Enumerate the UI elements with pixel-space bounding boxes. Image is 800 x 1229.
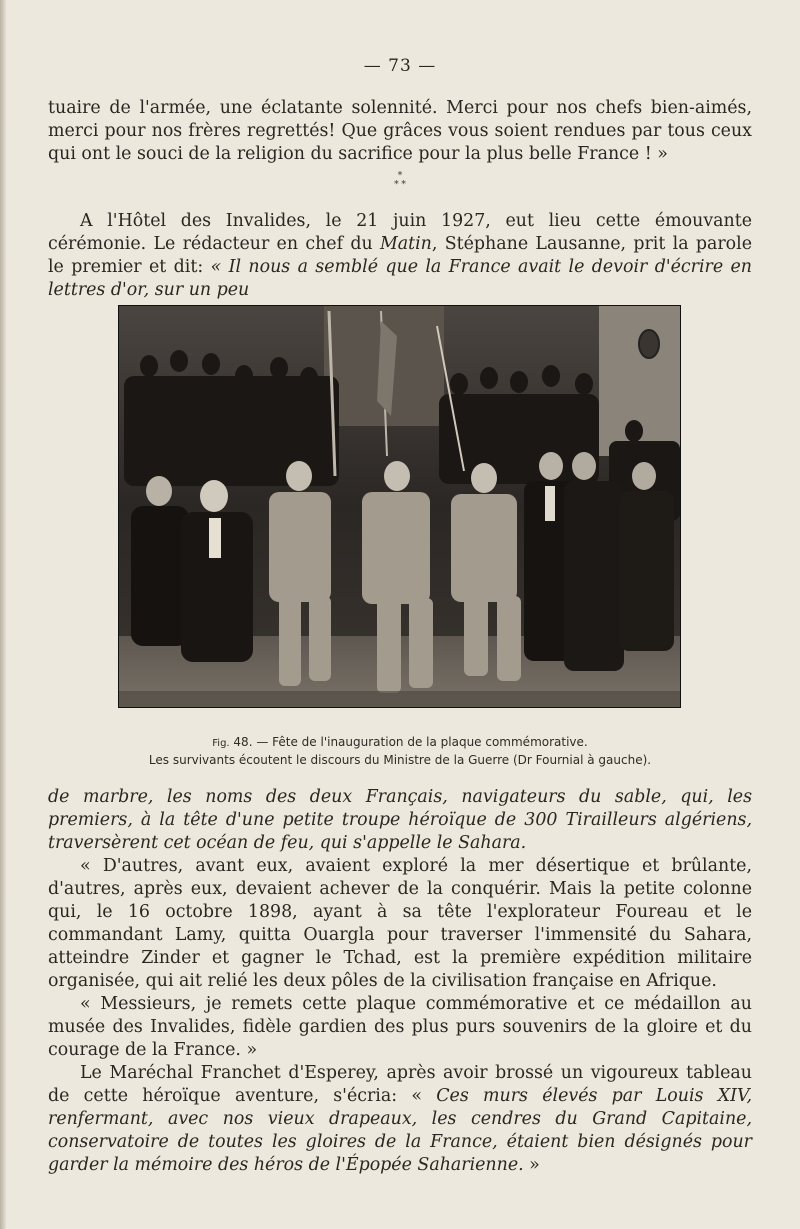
text-block-invalides: [48, 210, 752, 302]
paragraph-marechal-lead: Le Maréchal Franchet d'Esperey, après avoir brossé un vigoureux tableau de cette héroïque aventure, s'écria: «: [48, 1063, 752, 1106]
figure-title: 48. — Fête de l'inauguration de la plaque commémorative.: [229, 735, 588, 749]
text-block-bottom: [48, 786, 752, 1177]
ceremony-photograph: [118, 305, 681, 708]
newspaper-title: Matin: [379, 234, 432, 254]
speech-quote-continuation: de marbre, les noms des deux Français, navigateurs du sable, qui, les premiers, à la tête d'une petite troupe héroïque de 300 Tirailleurs algériens, traversèrent cet océan de feu, qui s'appelle le Sahara.: [48, 787, 752, 853]
paragraph-expedition: « D'autres, avant eux, avaient exploré la mer désertique et brûlante, d'autres, après eux, devaient achever de la conquérir. Mais la petite colonne qui, le 16 octobre 1898, ayant à sa tête l'explorateur Foureau et le commandant Lamy, quitta Ouargla pour traverser l'immensité du Sahara, atteindre Zinder et gagner le Tchad, est la première expédition militaire organisée, qui ait relié les deux pôles de la civilisation française en Afrique.: [48, 856, 752, 991]
asterism-bottom: * *: [394, 180, 406, 190]
paragraph-invalides-lead: A l'Hôtel des Invalides, le 21 juin 1927, eut lieu cette émouvante cérémonie. Le rédacteur en chef du: [48, 211, 752, 254]
paragraph-invalides-mid: , Stéphane Lausanne, prit la parole le premier et dit:: [48, 234, 752, 277]
ceremony-photo-illustration: [119, 306, 680, 707]
section-asterism: [0, 172, 800, 190]
paragraph-invalides: [48, 210, 752, 302]
text-block-top: [48, 97, 752, 166]
marechal-quote-end: »: [523, 1155, 540, 1175]
paragraph-plaque: « Messieurs, je remets cette plaque commémorative et ce médaillon au musée des Invalides, fidèle gardien des plus purs souvenirs de la gloire et du courage de la France. »: [48, 994, 752, 1060]
figure-caption-line-2: Les survivants écoutent le discours du Ministre de la Guerre (Dr Fournial à gauche).: [148, 753, 652, 767]
paragraph-continuation: tuaire de l'armée, une éclatante solennité. Merci pour nos chefs bien-aimés, merci pour nos frères regrettés! Que grâces vous soient rendues par tous ceux qui ont le souci de la religion du sacrifice pour la plus belle France ! »: [48, 98, 752, 164]
speech-quote-start: « Il nous a semblé que la France avait le devoir d'écrire en lettres d'or, sur un peu: [48, 257, 753, 300]
asterism-top: *: [397, 171, 403, 181]
figure-label: Fig.: [212, 738, 230, 749]
marechal-quote: Ces murs élevés par Louis XIV, renfermant, avec nos vieux drapeaux, les cendres du Grand Capitaine, conservatoire de toutes les gloires de la France, étaient bien désignés pour garder la mémoire des héros de l'Épopée Saharienne.: [48, 1086, 753, 1175]
figure-caption-line-1: [0, 734, 800, 752]
figure-caption: [0, 734, 800, 768]
page-number: — 73 —: [363, 56, 437, 76]
paragraph-marechal: [48, 1062, 752, 1177]
